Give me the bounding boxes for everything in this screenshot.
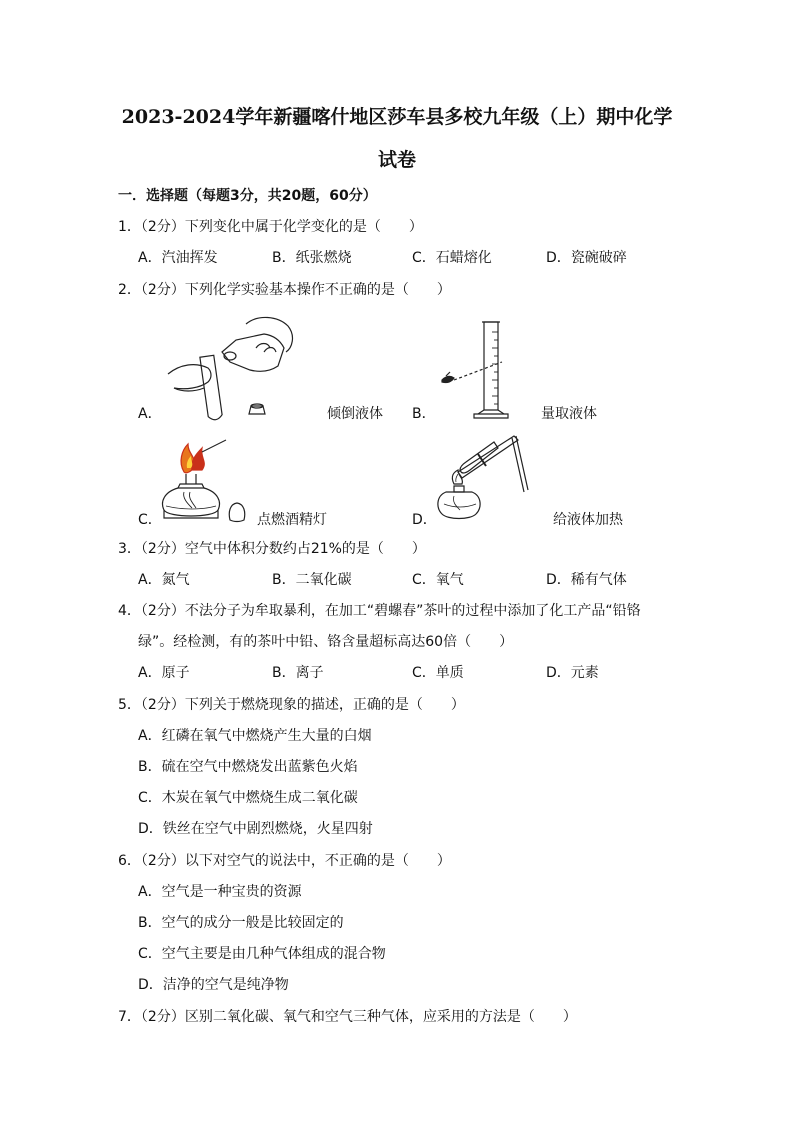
question-2-fig-b-caption: 量取液体: [541, 406, 597, 422]
pouring-liquid-icon: [160, 312, 310, 422]
question-6-option-d: D．洁净的空气是纯净物: [138, 977, 289, 993]
question-3-option-b: B．二氧化碳: [272, 572, 352, 588]
question-2-fig-c-caption: 点燃酒精灯: [257, 512, 327, 528]
question-3-option-c: C．氧气: [412, 572, 464, 588]
question-2-fig-d-caption: 给液体加热: [553, 512, 623, 528]
question-5-option-a: A．红磷在氧气中燃烧产生大量的白烟: [138, 728, 372, 744]
question-4-stem-line1: 4．（2分）不法分子为牟取暴利，在加工“碧螺春”茶叶的过程中添加了化工产品“铅铬: [118, 603, 641, 619]
question-6-stem: 6．（2分）以下对空气的说法中，不正确的是（ ）: [118, 853, 451, 869]
question-1-option-c: C．石蜡熔化: [412, 250, 492, 266]
question-1-stem: 1．（2分）下列变化中属于化学变化的是（ ）: [118, 219, 423, 235]
question-2-fig-b-letter: B．: [412, 406, 436, 422]
question-2-fig-c-letter: C．: [138, 512, 162, 528]
question-4-option-d: D．元素: [546, 665, 599, 681]
question-5-option-c: C．木炭在氧气中燃烧生成二氧化碳: [138, 790, 358, 806]
lamp-cap-icon: [226, 500, 248, 524]
section-heading: 一．选择题（每题3分，共20题，60分）: [118, 188, 377, 204]
question-6-option-a: A．空气是一种宝贵的资源: [138, 884, 302, 900]
exam-title-line2: 试卷: [377, 149, 416, 171]
question-4-option-a: A．原子: [138, 665, 190, 681]
heating-test-tube-icon: [436, 432, 532, 528]
question-5-option-d: D．铁丝在空气中剧烈燃烧，火星四射: [138, 821, 373, 837]
graduated-cylinder-icon: [438, 318, 528, 422]
question-2-stem: 2．（2分）下列化学实验基本操作不正确的是（ ）: [118, 282, 451, 298]
stopper-icon: [246, 402, 268, 416]
question-3-option-d: D．稀有气体: [546, 572, 627, 588]
question-2-fig-a-caption: 倾倒液体: [327, 406, 383, 422]
question-4-stem-line2: 绿”。经检测，有的茶叶中铅、铬含量超标高达60倍（ ）: [138, 634, 514, 650]
question-1-option-d: D．瓷碗破碎: [546, 250, 627, 266]
question-6-option-b: B．空气的成分一般是比较固定的: [138, 915, 344, 931]
exam-title-line1: 2023-2024学年新疆喀什地区莎车县多校九年级（上）期中化学: [121, 106, 673, 128]
question-3-option-a: A．氮气: [138, 572, 190, 588]
question-7-stem: 7．（2分）区别二氧化碳、氧气和空气三种气体，应采用的方法是（ ）: [118, 1009, 577, 1025]
question-6-option-c: C．空气主要是由几种气体组成的混合物: [138, 946, 386, 962]
question-5-stem: 5．（2分）下列关于燃烧现象的描述，正确的是（ ）: [118, 697, 465, 713]
question-4-option-c: C．单质: [412, 665, 464, 681]
question-3-stem: 3．（2分）空气中体积分数约占21%的是（ ）: [118, 541, 426, 557]
question-2-fig-d-letter: D．: [412, 512, 437, 528]
question-2-fig-a-letter: A．: [138, 406, 162, 422]
question-5-option-b: B．硫在空气中燃烧发出蓝紫色火焰: [138, 759, 358, 775]
question-4-option-b: B．离子: [272, 665, 324, 681]
question-1-option-b: B．纸张燃烧: [272, 250, 352, 266]
question-1-option-a: A．汽油挥发: [138, 250, 218, 266]
